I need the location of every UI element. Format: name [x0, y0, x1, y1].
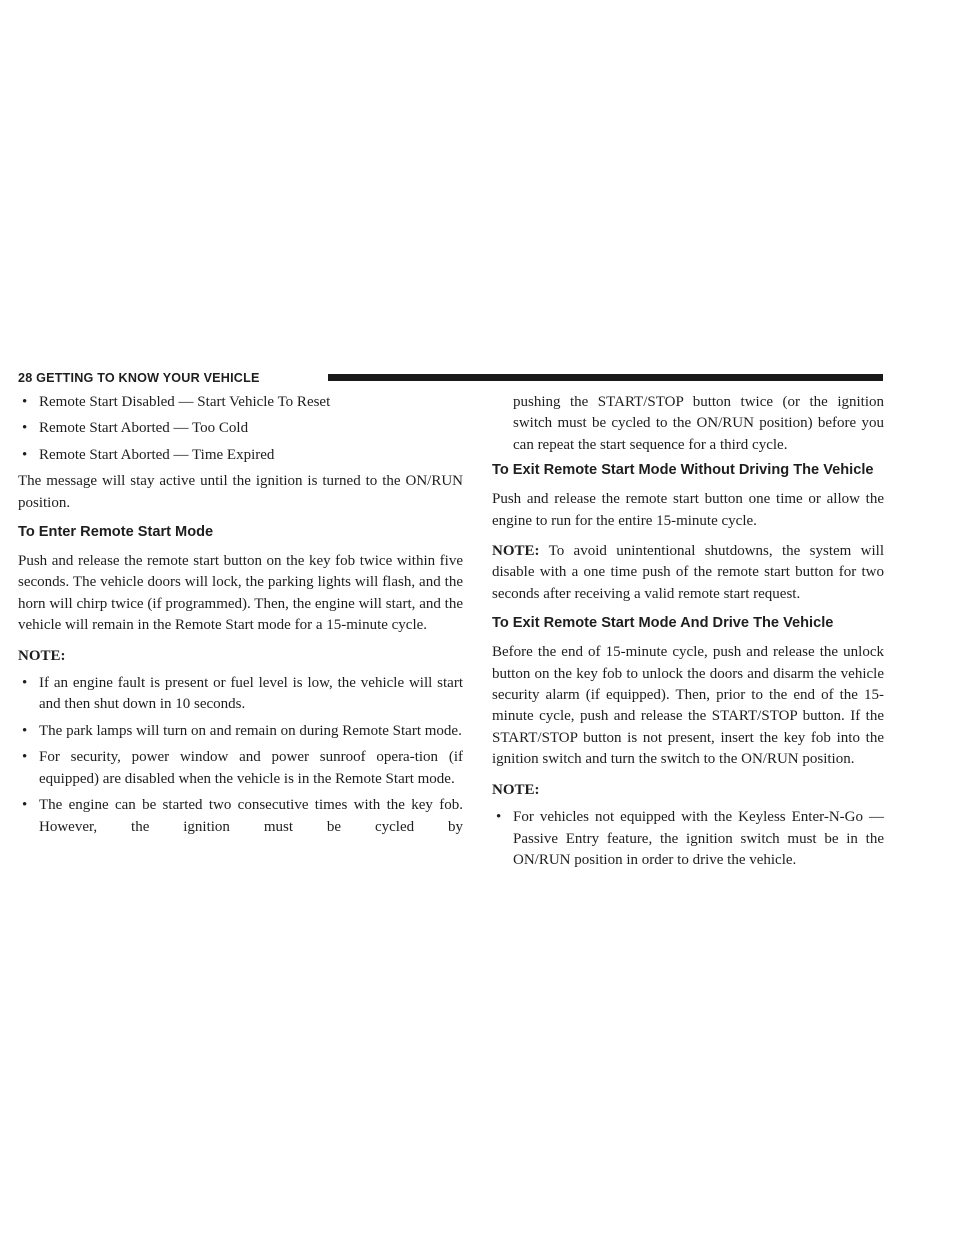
message-paragraph: The message will stay active until the ignition is turned to the ON/RUN position.: [18, 473, 463, 511]
bullet-icon: •: [496, 809, 502, 826]
message-item: [18, 445, 463, 466]
drive-note-text: For vehicles not equipped with the Keyless Enter-N-Go — Passive Entry feature, the ignition switch must be in the ON/RUN position in order to drive the vehicle.: [513, 809, 884, 868]
bullet-icon: •: [22, 722, 28, 739]
drive-paragraph: Before the end of 15-minute cycle, push and release the unlock button on the key fob to unlock the doors and disarm the vehicle security alarm (if equipped). Then, prior to the end of the 15-minute cycle, push and release the START/STOP button. If the START/STOP button is not present, insert the key fob into the ignition switch and turn the switch to the ON/RUN position.: [492, 644, 884, 768]
exit-note-text: To avoid unintentional shutdowns, the system will disable with a one time push of the remote start button for two seconds after receiving a valid remote start request.: [492, 543, 884, 602]
exit-paragraph: Push and release the remote start button one time or allow the engine to run for the entire 15-minute cycle.: [492, 491, 884, 529]
note-item: [18, 673, 463, 716]
header-rule: [328, 374, 883, 381]
note-item: [18, 747, 463, 790]
header-label: [18, 370, 260, 386]
bullet-icon: •: [22, 749, 28, 766]
exit-heading: To Exit Remote Start Mode Without Driving The Vehicle: [492, 462, 874, 479]
page-number: 28: [18, 371, 33, 385]
note-text: For security, power window and power sunroof opera-tion (if equipped) are disabled when the vehicle is in the Remote Start mode.: [39, 749, 463, 787]
left-column: [18, 392, 463, 843]
message-text: Remote Start Disabled — Start Vehicle To Reset: [39, 394, 331, 410]
bullet-icon: •: [22, 446, 28, 463]
note-text: The engine can be started two consecutive times with the key fob. However, the ignition must be cycled by: [39, 797, 463, 835]
note-text: If an engine fault is present or fuel level is low, the vehicle will start and then shut down in 10 seconds.: [39, 675, 463, 713]
message-text: Remote Start Aborted — Too Cold: [39, 420, 249, 437]
bullet-icon: •: [22, 797, 28, 814]
note-item: [18, 795, 463, 838]
drive-heading: To Exit Remote Start Mode And Drive The Vehicle: [492, 615, 834, 632]
bullet-icon: •: [22, 394, 28, 410]
note-label: NOTE:: [18, 647, 66, 664]
drive-note-item: [492, 807, 884, 871]
exit-note-label: NOTE:: [492, 543, 540, 560]
right-column: [492, 392, 884, 876]
enter-paragraph: Push and release the remote start button on the key fob twice within five seconds. The vehicle doors will lock, the parking lights will flash, and the horn will chirp twice (if programmed). Then, the engine will start, and the vehicle will remain in the Remote Start mode for a 15-minute cycle.: [18, 553, 463, 634]
enter-heading: To Enter Remote Start Mode: [18, 524, 214, 541]
page-header: [18, 369, 883, 387]
drive-note-label: NOTE:: [492, 781, 540, 798]
message-item: [18, 418, 463, 439]
section-title: GETTING TO KNOW YOUR VEHICLE: [36, 371, 260, 385]
continued-text: pushing the START/STOP button twice (or the ignition switch must be cycled to the ON/RUN position) before you can repeat the start sequence for a third cycle.: [513, 394, 884, 453]
bullet-icon: •: [22, 420, 28, 437]
note-text: The park lamps will turn on and remain on during Remote Start mode.: [39, 722, 462, 739]
message-text: Remote Start Aborted — Time Expired: [39, 446, 275, 463]
message-item: [18, 392, 463, 413]
bullet-icon: •: [22, 675, 28, 692]
note-item: [18, 721, 463, 742]
exit-note: [492, 541, 884, 605]
